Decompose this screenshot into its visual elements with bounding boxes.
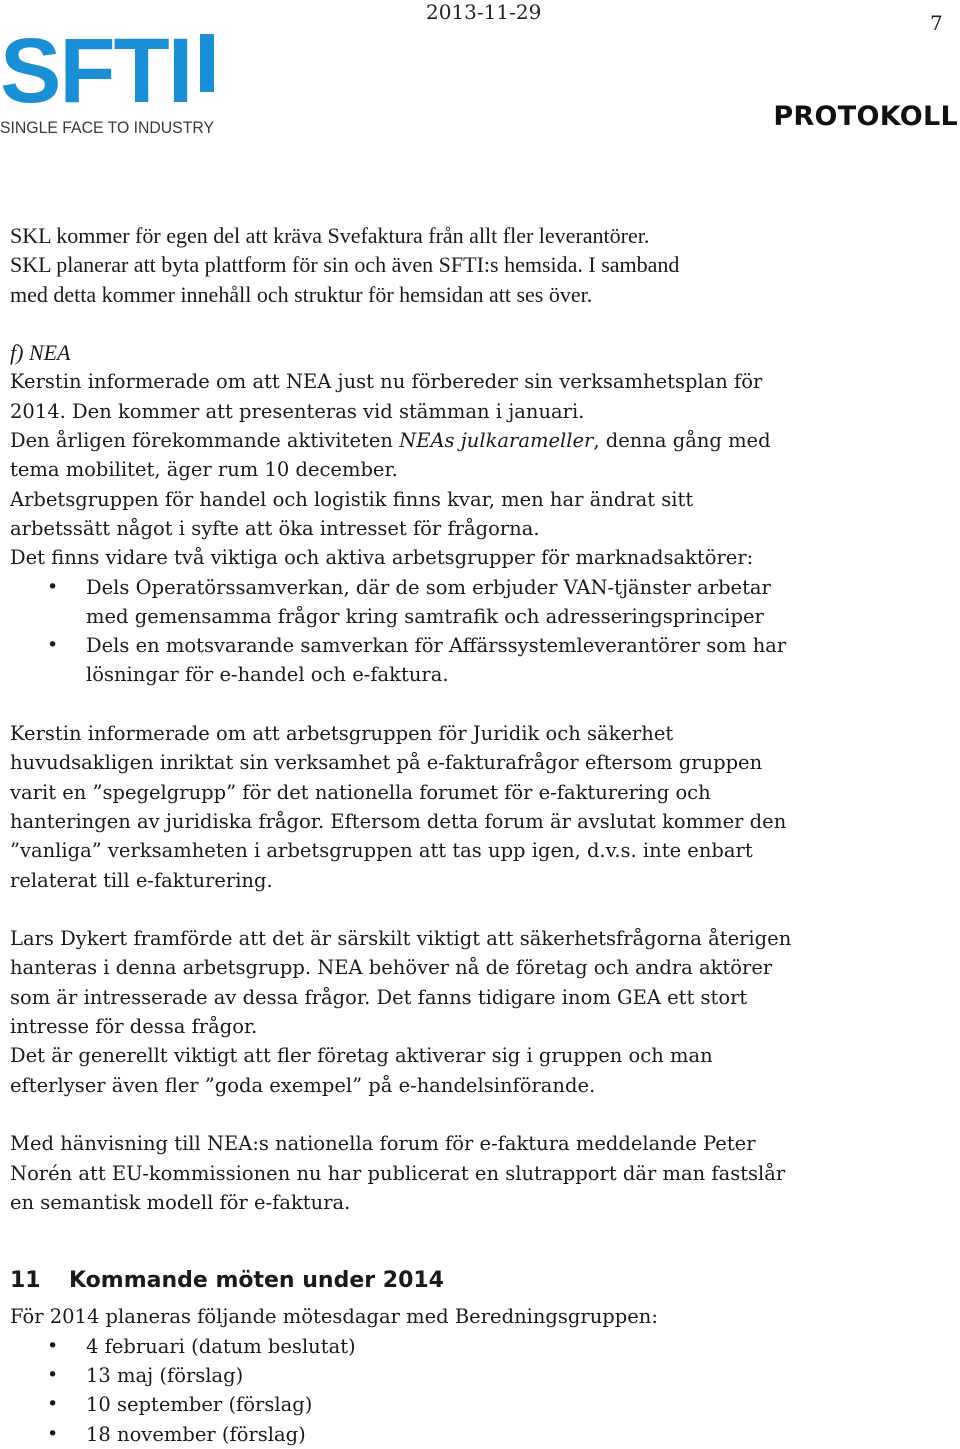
section-title: Kommande möten under 2014 [69,1268,444,1294]
text-line: intresse för dessa frågor. [10,1015,258,1039]
text-line: en semantisk modell för e-faktura. [10,1190,351,1214]
text-line [10,426,940,455]
text-line: lösningar för e-handel och e-faktura. [86,663,449,687]
section-heading-11 [10,1266,940,1300]
svg-text:SFTI: SFTI [0,30,192,122]
sfti-logo [0,30,220,140]
meeting-date: • 10 september (förslag) [86,1393,313,1417]
section-number: 11 [10,1268,41,1294]
text-line: Arbetsgruppen för handel och logistik finns kvar, men har ändrat sitt [10,487,694,511]
emphasis-julkarameller: NEAs julkarameller [399,429,594,453]
text-line: Norén att EU-kommissionen nu har publicerat en slutrapport där man fastslår [10,1161,786,1185]
document-type: PROTOKOLL [773,101,958,132]
subheading-nea: f) NEA [10,340,71,366]
text-line: som är intresserade av dessa frågor. Det fanns tidigare inom GEA ett stort [10,985,748,1009]
document-date: 2013-11-29 [426,0,542,24]
list-item [10,1361,940,1390]
text-line: Med hänvisning till NEA:s nationella forum för e-faktura meddelande Peter [10,1132,756,1156]
text-line: arbetssätt något i syfte att öka intresset för frågorna. [10,516,540,540]
text-line: ”vanliga” verksamheten i arbetsgruppen att tas upp igen, d.v.s. inte enbart [10,839,753,863]
text-fragment: , denna gång med [593,429,771,453]
text-line: hanteras i denna arbetsgrupp. NEA behöver nå de företag och andra aktörer [10,956,773,980]
list-item [10,1390,940,1419]
text-line: • Dels en motsvarande samverkan för Affärssystemleverantörer som har [86,634,787,658]
section-nea [10,338,940,690]
meeting-date: • 4 februari (datum beslutat) [86,1334,356,1358]
text-line: tema mobilitet, äger rum 10 december. [10,458,398,482]
bullet-list-motesdagar [10,1332,940,1449]
meeting-date: • 13 maj (förslag) [86,1363,244,1387]
text-line: SKL kommer för egen del att kräva Svefaktura från allt fler leverantörer. [10,223,650,248]
list-item [10,573,940,632]
text-line: varit en ”spegelgrupp” för det nationella forumet för e-fakturering och [10,780,711,804]
bullet-list-arbetsgrupper [10,573,940,690]
text-line: Kerstin informerade om att arbetsgruppen för Juridik och säkerhet [10,722,674,746]
text-line: Kerstin informerade om att NEA just nu förbereder sin verksamhetsplan för [10,370,763,394]
text-fragment: Den årligen förekommande aktiviteten [10,429,400,453]
meeting-date: • 18 november (förslag) [86,1422,306,1446]
list-item [10,1420,940,1449]
text-line: Det är generellt viktigt att fler företag aktiverar sig i gruppen och man [10,1044,713,1068]
paragraph-juridik [10,719,940,895]
paragraph-eu-kommissionen [10,1129,940,1217]
list-item [10,631,940,690]
paragraph-lars-dykert [10,924,940,1100]
text-line: relaterat till e-fakturering. [10,868,273,892]
text-line: För 2014 planeras följande mötesdagar med Beredningsgruppen: [10,1305,658,1329]
text-line: • Dels Operatörssamverkan, där de som erbjuder VAN-tjänster arbetar [86,575,771,599]
text-line: hanteringen av juridiska frågor. Eftersom detta forum är avslutat kommer den [10,809,787,833]
text-line: Lars Dykert framförde att det är särskilt viktigt att säkerhetsfrågorna återigen [10,927,792,951]
text-line: SKL planerar att byta plattform för sin och även SFTI:s hemsida. I samband [10,252,680,278]
document-body [10,221,940,1449]
text-line: huvudsakligen inriktat sin verksamhet på e-fakturafrågor eftersom gruppen [10,751,763,775]
page-number: 7 [930,11,943,35]
list-item [10,1332,940,1361]
paragraph-skl [10,221,940,309]
text-line: efterlyser även fler ”goda exempel” på e-handelsinförande. [10,1073,596,1097]
text-line: 2014. Den kommer att presenteras vid stämman i januari. [10,399,585,423]
text-line: med detta kommer innehåll och struktur för hemsidan att ses över. [10,281,593,307]
text-line: med gemensamma frågor kring samtrafik och adresseringsprinciper [86,604,764,628]
text-line: Det finns vidare två viktiga och aktiva arbetsgrupper för marknadsaktörer: [10,546,754,570]
svg-text:SINGLE FACE TO INDUSTRY: SINGLE FACE TO INDUSTRY [0,119,214,137]
